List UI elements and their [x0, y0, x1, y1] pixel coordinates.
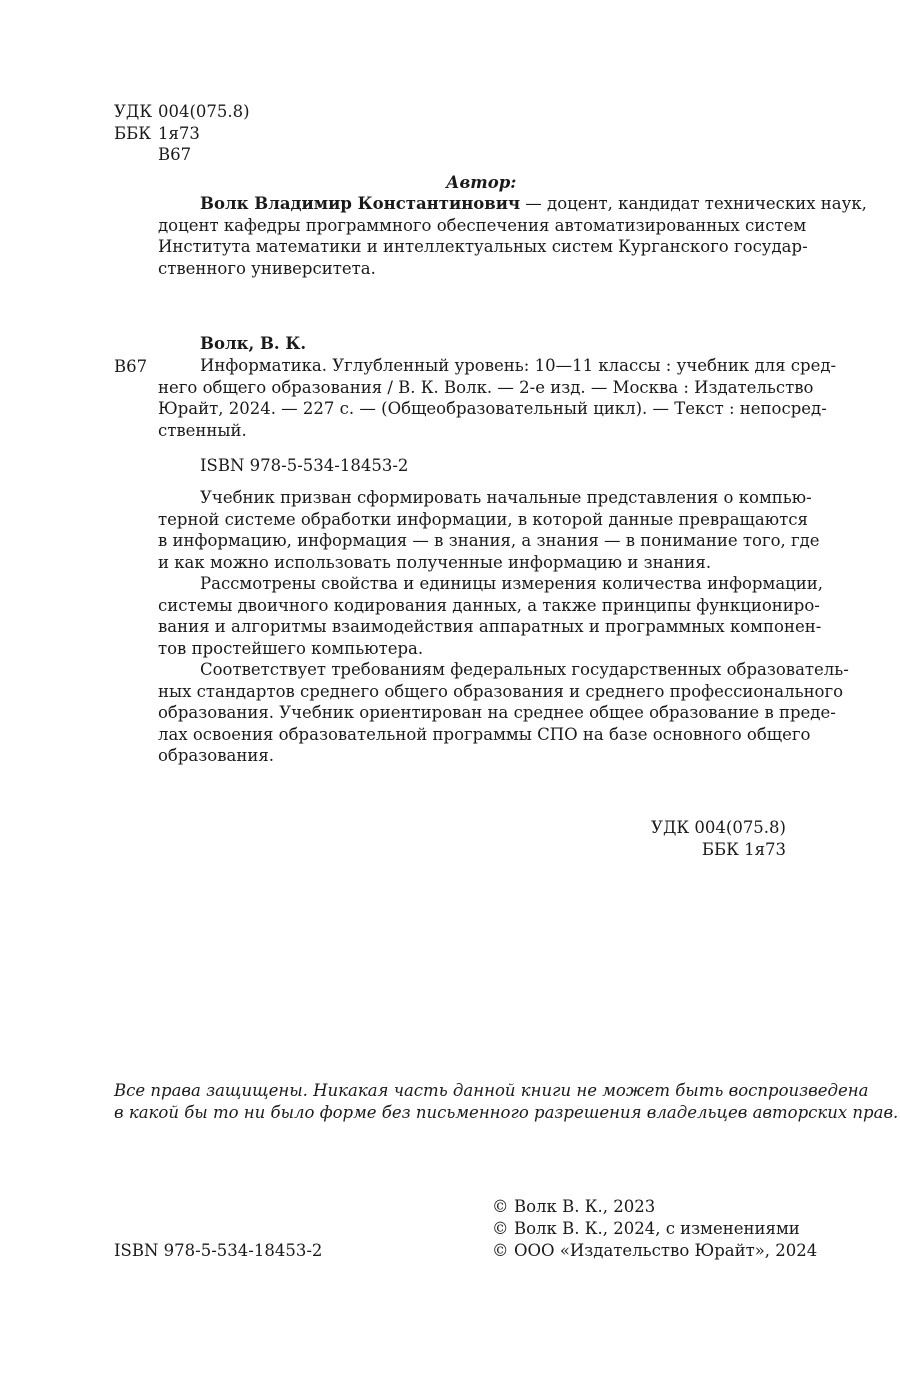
bib-line-3: Юрайт, 2024. — 227 с. — (Общеобразовательный цикл). — Текст : непосред-	[158, 399, 827, 418]
rights-notice	[114, 1080, 899, 1123]
footer-isbn: ISBN 978-5-534-18453-2	[114, 1241, 323, 1260]
author-line-3: Института математики и интеллектуальных систем Курганского государ-	[158, 237, 808, 256]
udk-row	[114, 101, 250, 123]
bib-mark: В67	[114, 357, 148, 376]
bib-line-4: ственный.	[158, 420, 247, 440]
classification-codes	[114, 101, 250, 166]
bib-line-2: него общего образования / В. К. Волк. — 2-е изд. — Москва : Издательство	[158, 377, 814, 397]
copyright-icon: ©	[492, 1219, 509, 1238]
udk-value: 004(075.8)	[158, 102, 250, 121]
author-heading: Автор:	[446, 173, 517, 192]
bbk-value: 1я73	[158, 123, 200, 143]
bib-description	[158, 355, 837, 441]
author-mark-row	[114, 144, 250, 166]
bbk-row	[114, 123, 250, 145]
right-udk: УДК 004(075.8)	[651, 818, 786, 837]
annotation-paragraph: Соответствует требованиям федеральных государственных образователь- ных стандартов среднего общего образования и среднего профессионального образования. Учебник ориентирован на среднее общее образование в преде- лах освоения образовательной программы СПО на базе основного общего образования.	[158, 660, 849, 765]
author-line-4: ственного университета.	[158, 258, 376, 278]
annotation-paragraph: Рассмотрены свойства и единицы измерения количества информации, системы двоичного кодирования данных, а также принципы функциониро- вания и алгоритмы взаимодействия аппаратных и программных компонен- тов простейшего компьютера.	[158, 574, 824, 658]
copyright-row: © ООО «Издательство Юрайт», 2024	[492, 1241, 818, 1260]
udk-label: УДК	[114, 102, 153, 121]
author-mark: В67	[158, 145, 192, 164]
copyright-row: © Волк В. К., 2024, с изменениями	[492, 1219, 800, 1238]
rights-line-1: Все права защищены. Никакая часть данной книги не может быть воспроизведена	[114, 1081, 869, 1100]
copyright-icon: ©	[492, 1241, 509, 1260]
author-name: Волк Владимир Константинович	[200, 194, 521, 213]
right-classification-codes	[651, 817, 786, 861]
copyright-row: © Волк В. К., 2023	[492, 1197, 656, 1216]
copyright-icon: ©	[492, 1197, 509, 1216]
bib-isbn: ISBN 978-5-534-18453-2	[200, 456, 409, 475]
bib-line-1: Информатика. Углубленный уровень: 10—11 классы : учебник для сред-	[200, 356, 837, 375]
annotation-paragraph: Учебник призван сформировать начальные представления о компью- терной системе обработки информации, в которой данные превращаются в информацию, информация — в знания, а знания — в понимание того, где и как можно использовать полученные информацию и знания.	[158, 488, 820, 572]
right-bbk: ББК 1я73	[701, 840, 786, 859]
annotation	[158, 487, 849, 767]
author-description	[158, 193, 867, 279]
bib-author: Волк, В. К.	[200, 334, 307, 353]
bbk-label: ББК	[114, 123, 152, 143]
author-line-1: Волк Владимир Константинович — доцент, кандидат технических наук,	[200, 194, 867, 213]
copyright-block	[492, 1196, 817, 1262]
rights-line-2: в какой бы то ни было форме без письменного разрешения владельцев авторских прав.	[114, 1102, 899, 1122]
author-line-2: доцент кафедры программного обеспечения автоматизированных систем	[158, 215, 807, 235]
